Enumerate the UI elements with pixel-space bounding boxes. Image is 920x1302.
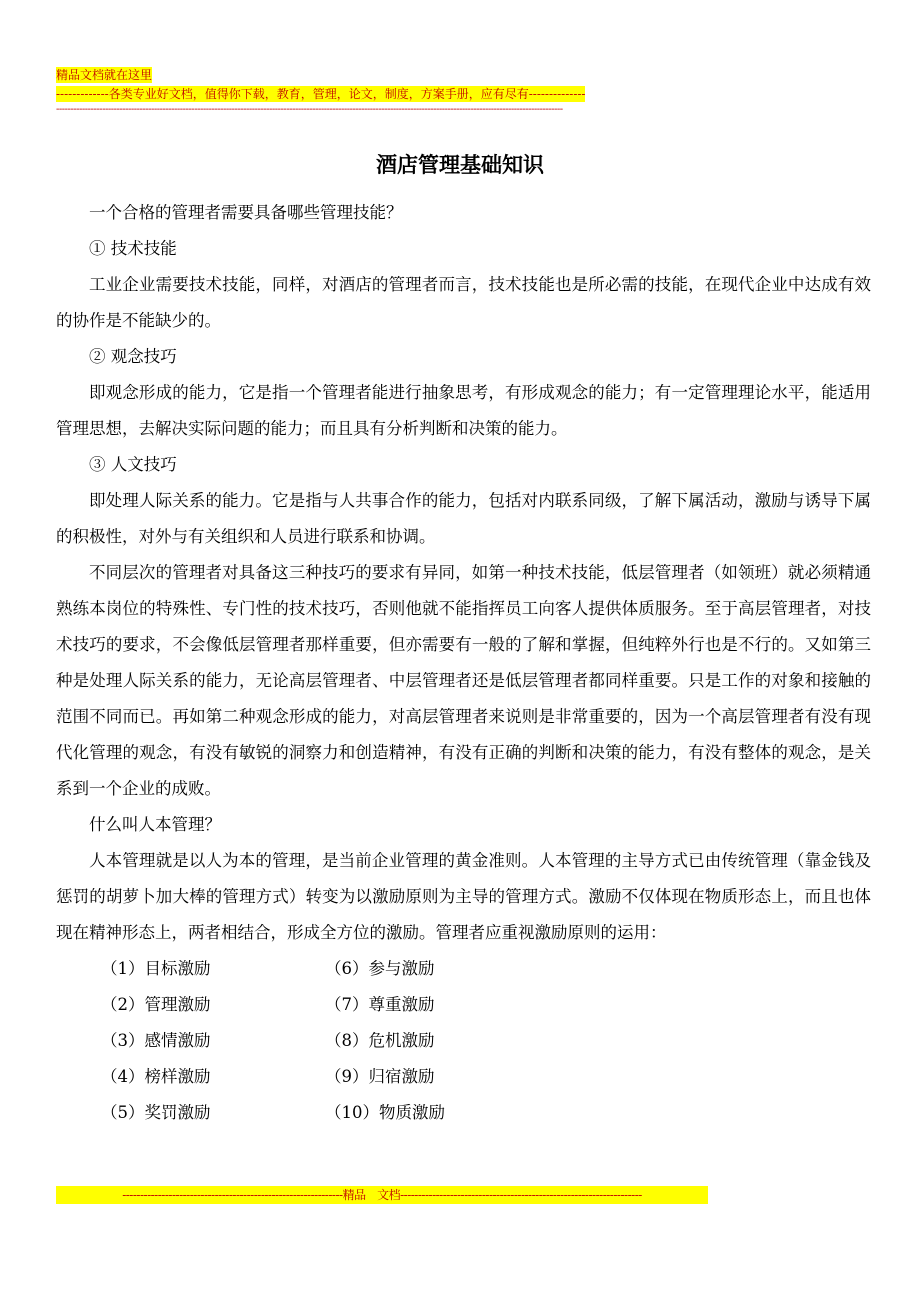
list-item: （6）参与激励: [325, 959, 435, 978]
paragraph: 工业企业需要技术技能，同样，对酒店的管理者而言，技术技能也是所必需的技能，在现代企业中达成有效的协作是不能缺少的。: [56, 275, 871, 330]
paragraph: 不同层次的管理者对具备这三种技巧的要求有异同，如第一种技术技能，低层管理者（如领班）就必须精通熟练本岗位的特殊性、专门性的技术技巧，否则他就不能指挥员工向客人提供体质服务。至于高层管理者，对技术技巧的要求，不会像低层管理者那样重要，但亦需要有一般的了解和掌握，但纯粹外行也是不行的。又如第三种是处理人际关系的能力，无论高层管理者、中层管理者还是低层管理者都同样重要。只是工作的对象和接触的范围不同而已。再如第二种观念形成的能力，对高层管理者来说则是非常重要的，因为一个高层管理者有没有现代化管理的观念，有没有敏锐的洞察力和创造精神，有没有正确的判断和决策的能力，有没有整体的观念，是关系到一个企业的成败。: [56, 563, 871, 798]
footer-banner: --------------------------------------------------------------精品 文档--------------------------------------------------------------------: [56, 1186, 708, 1204]
list-item: （3）感情激励: [101, 1031, 211, 1050]
document-title: 酒店管理基础知识: [376, 152, 544, 177]
document-body: [56, 195, 871, 1131]
incentive-list: [101, 951, 871, 1131]
list-row: [101, 1059, 871, 1095]
list-row: [101, 951, 871, 987]
skill-heading-human: ③ 人文技巧: [89, 455, 177, 474]
list-row: [101, 1095, 871, 1131]
list-item: （1）目标激励: [101, 959, 211, 978]
question-heading: 什么叫人本管理？: [89, 815, 221, 834]
list-item: （8）危机激励: [325, 1031, 435, 1050]
question-heading: 一个合格的管理者需要具备哪些管理技能？: [89, 203, 403, 222]
list-item: （5）奖罚激励: [101, 1103, 211, 1122]
header-tagline: 精品文档就在这里: [56, 68, 153, 82]
header-banner: -------------各类专业好文档，值得你下载，教育，管理，论文，制度，方案手册，应有尽有--------------: [56, 87, 586, 101]
list-item: （7）尊重激励: [325, 995, 435, 1014]
list-row: [101, 1023, 871, 1059]
skill-heading-conceptual: ② 观念技巧: [89, 347, 177, 366]
list-row: [101, 987, 871, 1023]
paragraph: 人本管理就是以人为本的管理，是当前企业管理的黄金准则。人本管理的主导方式已由传统管理（靠金钱及惩罚的胡萝卜加大棒的管理方式）转变为以激励原则为主导的管理方式。激励不仅体现在物质形态上，而且也体现在精神形态上，两者相结合，形成全方位的激励。管理者应重视激励原则的运用：: [56, 851, 871, 942]
list-item: （4）榜样激励: [101, 1067, 211, 1086]
header-dashed-rule: --------------------------------------------------------------------------------------------------------------------------------------------------------------------------------: [56, 104, 563, 115]
paragraph: 即处理人际关系的能力。它是指与人共事合作的能力，包括对内联系同级，了解下属活动，激励与诱导下属的积极性，对外与有关组织和人员进行联系和协调。: [56, 491, 871, 546]
list-item: （10）物质激励: [325, 1103, 445, 1122]
list-item: （9）归宿激励: [325, 1067, 435, 1086]
list-item: （2）管理激励: [101, 995, 211, 1014]
skill-heading-technical: ① 技术技能: [89, 239, 177, 258]
paragraph: 即观念形成的能力，它是指一个管理者能进行抽象思考，有形成观念的能力；有一定管理理论水平，能适用管理思想，去解决实际问题的能力；而且具有分析判断和决策的能力。: [56, 383, 871, 438]
